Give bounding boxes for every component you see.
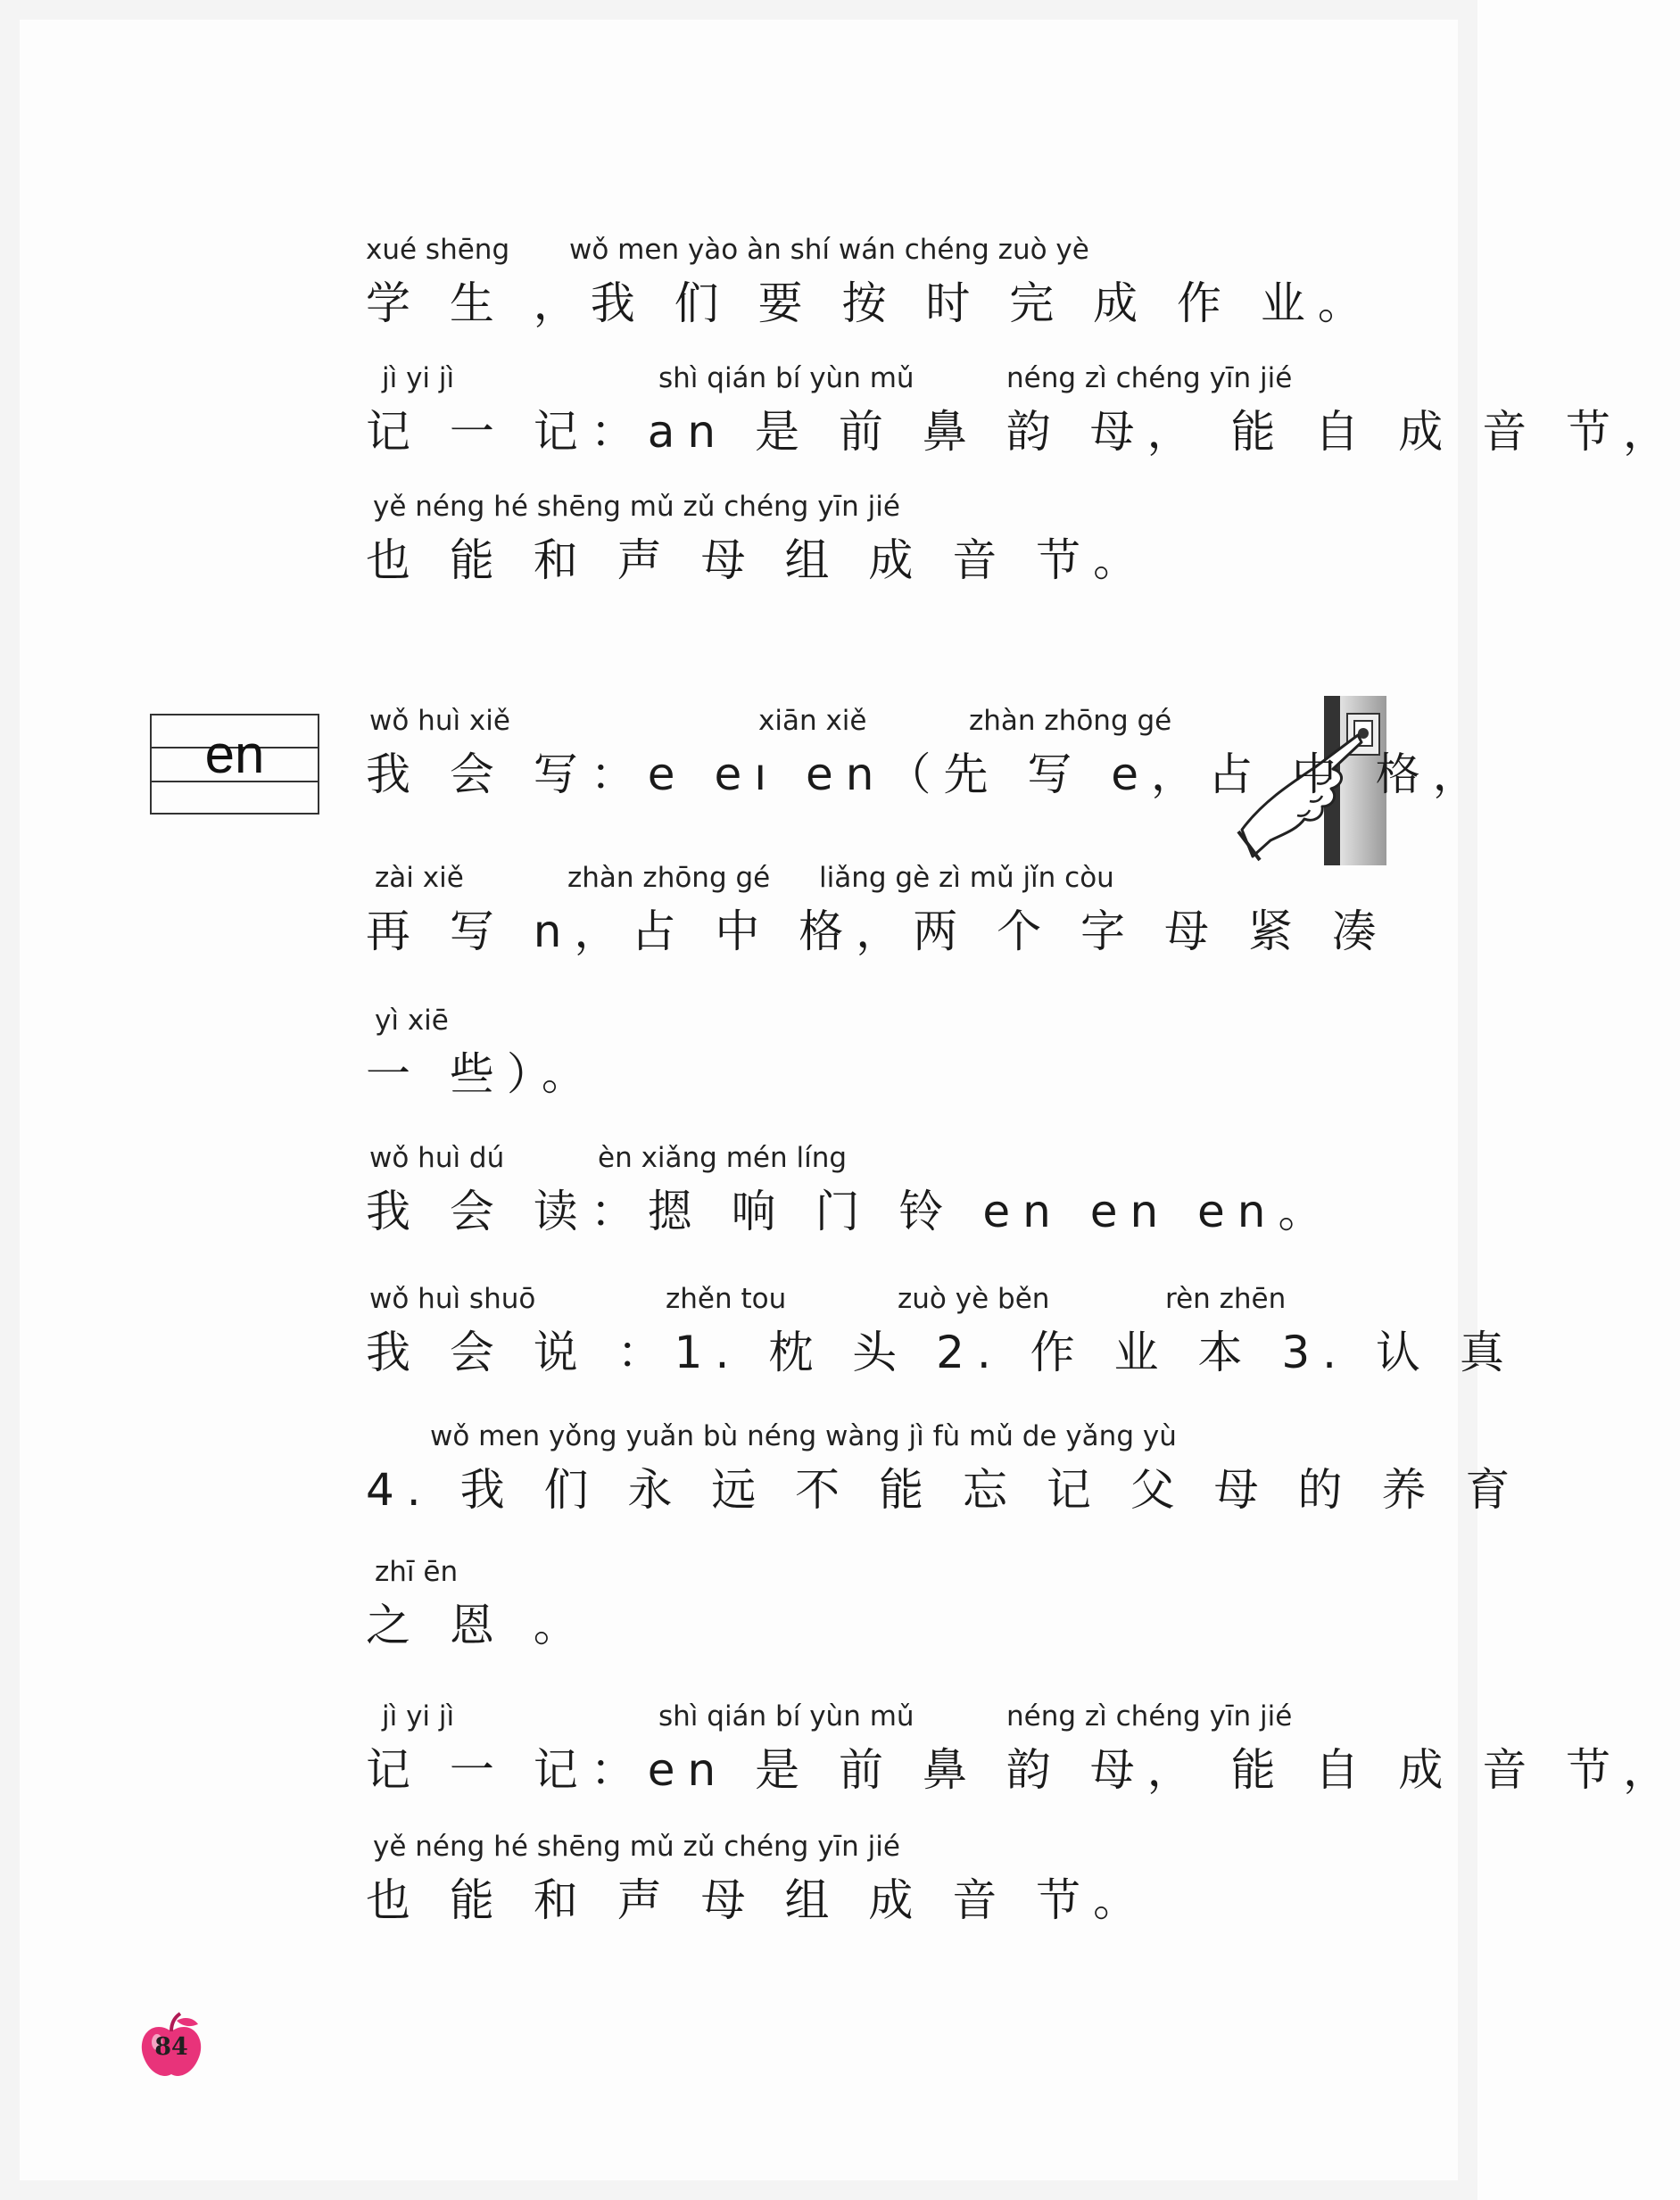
- text-line: [366, 1131, 1436, 1242]
- pinyin-row: [366, 1272, 1436, 1315]
- pinyin-segment: xué shēng: [366, 234, 510, 266]
- text-line: [366, 851, 1436, 962]
- hanzi-segment: 4. 我 们 永 远 不 能 忘 记 父 母 的 养 育: [366, 1464, 1523, 1516]
- pinyin-segment: jì yi jì: [382, 1700, 455, 1733]
- pinyin-row: [366, 1820, 1436, 1863]
- hanzi-segment: 记 一 记：en 是 前 鼻 韵 母， 能 自 成 音 节，: [366, 1744, 1680, 1796]
- hanzi-row: [366, 1452, 1523, 1520]
- pinyin-segment: jì yi jì: [382, 362, 455, 394]
- pinyin-row: [366, 1410, 1436, 1452]
- text-line: [366, 1545, 1436, 1656]
- pinyin-row: [366, 994, 1436, 1037]
- pinyin-segment: yì xiē: [375, 1005, 449, 1037]
- hanzi-segment: 再 写 n，占 中 格，两 个 字 母 紧 凑: [366, 906, 1389, 957]
- text-line: [366, 1272, 1517, 1383]
- text-line: [366, 1410, 1523, 1520]
- hanzi-segment: 也 能 和 声 母 组 成 音 节。: [366, 534, 1151, 586]
- page-number-badge: [136, 2012, 207, 2083]
- pinyin-segment: zuò yè běn: [898, 1283, 1050, 1315]
- pinyin-row: [366, 223, 1436, 266]
- hanzi-row: [366, 894, 1436, 962]
- hanzi-segment: 一 些）。: [366, 1048, 599, 1100]
- pinyin-row: [366, 352, 1436, 394]
- pinyin-segment: rèn zhēn: [1165, 1283, 1287, 1315]
- text-line: [366, 223, 1436, 334]
- hanzi-segment: 我 会 读：摁 响 门 铃 en en en。: [366, 1186, 1336, 1237]
- hanzi-segment: 记 一 记：an 是 前 鼻 韵 母， 能 自 成 音 节，: [366, 406, 1680, 458]
- pinyin-segment: néng zì chéng yīn jié: [1006, 1700, 1293, 1733]
- pinyin-segment: shì qián bí yùn mǔ: [658, 1700, 914, 1733]
- pinyin-segment: yě néng hé shēng mǔ zǔ chéng yīn jié: [373, 1831, 900, 1863]
- text-line: [366, 694, 1490, 805]
- pinyin-segment: zhī ēn: [375, 1556, 459, 1588]
- pinyin-segment: wǒ huì dú: [369, 1142, 505, 1174]
- hanzi-row: [366, 737, 1490, 805]
- pinyin-row: [366, 851, 1436, 894]
- hanzi-row: [366, 1863, 1436, 1931]
- hanzi-row: [366, 394, 1680, 462]
- hanzi-row: [366, 1315, 1517, 1383]
- text-line: [366, 480, 1436, 591]
- pinyin-row: [366, 1131, 1436, 1174]
- four-line-grid: [150, 714, 319, 815]
- hanzi-row: [366, 1174, 1436, 1242]
- hanzi-row: [366, 1037, 1436, 1104]
- grid-letter: en: [204, 724, 265, 784]
- text-line: [366, 994, 1436, 1104]
- pinyin-segment: èn xiǎng mén líng: [598, 1142, 848, 1174]
- pinyin-row: [366, 1690, 1436, 1733]
- pinyin-segment: zhěn tou: [666, 1283, 787, 1315]
- hanzi-segment: 之 恩 。: [366, 1600, 591, 1651]
- text-line: [366, 1820, 1436, 1931]
- pinyin-segment: yě néng hé shēng mǔ zǔ chéng yīn jié: [373, 491, 900, 523]
- hanzi-segment: 我 会 说 ：1. 枕 头 2. 作 业 本 3. 认 真: [366, 1327, 1517, 1378]
- pinyin-row: [366, 694, 1436, 737]
- pinyin-segment: zhàn zhōng gé: [567, 862, 771, 894]
- text-line: [366, 1690, 1680, 1800]
- page-number: 84: [154, 2033, 188, 2061]
- pinyin-segment: néng zì chéng yīn jié: [1006, 362, 1293, 394]
- hanzi-row: [366, 523, 1436, 591]
- pinyin-segment: liǎng gè zì mǔ jǐn còu: [819, 862, 1114, 894]
- pinyin-segment: zài xiě: [375, 862, 464, 894]
- text-line: [366, 352, 1680, 462]
- pinyin-row: [366, 1545, 1436, 1588]
- pinyin-row: [366, 480, 1436, 523]
- pinyin-segment: wǒ huì shuō: [369, 1283, 536, 1315]
- hanzi-row: [366, 266, 1436, 334]
- pinyin-segment: xiān xiě: [758, 705, 867, 737]
- hanzi-row: [366, 1588, 1436, 1656]
- hanzi-segment: 我 会 写：e eı en（先 写 e，占 中 格，: [366, 748, 1490, 800]
- pinyin-segment: wǒ men yào àn shí wán chéng zuò yè: [569, 234, 1089, 266]
- hanzi-segment: 学 生 ，我 们 要 按 时 完 成 作 业。: [366, 277, 1375, 329]
- pinyin-segment: wǒ huì xiě: [369, 705, 510, 737]
- hanzi-segment: 也 能 和 声 母 组 成 音 节。: [366, 1874, 1151, 1926]
- pinyin-segment: wǒ men yǒng yuǎn bù néng wàng jì fù mǔ de yǎng yù: [430, 1420, 1177, 1452]
- hanzi-row: [366, 1733, 1680, 1800]
- pinyin-segment: shì qián bí yùn mǔ: [658, 362, 914, 394]
- pinyin-segment: zhàn zhōng gé: [969, 705, 1172, 737]
